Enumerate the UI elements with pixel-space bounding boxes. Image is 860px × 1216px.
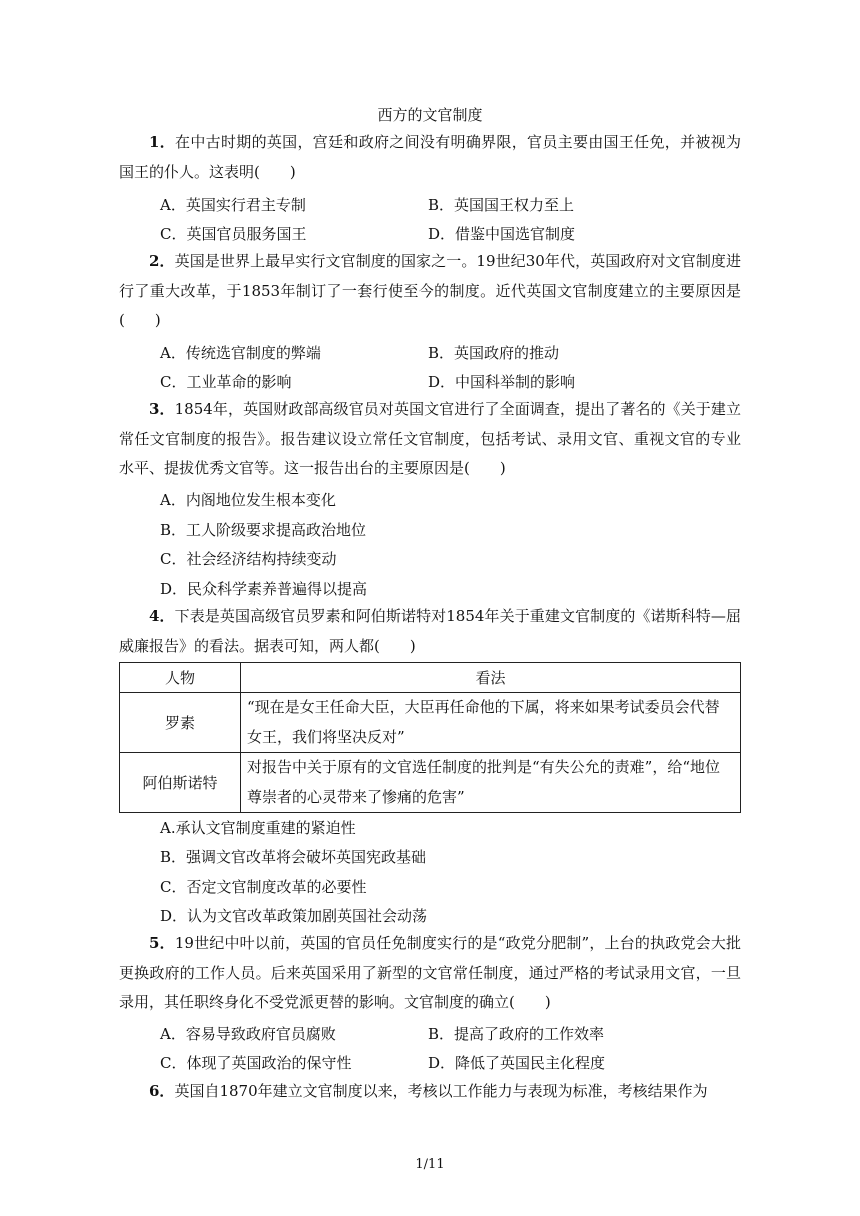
question-text: 在中古时期的英国，宫廷和政府之间没有明确界限，官员主要由国王任免，并被视为国王的仆人。这表明( ) [119, 133, 741, 181]
table-header: 人物 [120, 663, 241, 693]
question-number: 2． [149, 252, 175, 270]
option-a: A．传统选官制度的弊端 [160, 344, 321, 362]
table-header-row [120, 663, 741, 693]
table-cell-view: “现在是女王任命大臣，大臣再任命他的下属，将来如果考试委员会代替女王，我们将坚决反对” [241, 693, 741, 753]
option-c: C．体现了英国政治的保守性 [160, 1054, 352, 1072]
table-row [120, 693, 741, 753]
question-number: 6． [149, 1082, 175, 1100]
table-row [120, 753, 741, 813]
question-text: 英国是世界上最早实行文官制度的国家之一。19世纪30年代，英国政府对文官制度进行了重大改革，于1853年制订了一套行使至今的制度。近代英国文官制度建立的主要原因是( ) [119, 252, 741, 330]
option-d: D．降低了英国民主化程度 [428, 1054, 606, 1072]
question-6 [119, 1077, 741, 1107]
page-number: 1/11 [415, 1157, 445, 1172]
option-b: B．英国政府的推动 [428, 344, 560, 362]
opinion-table [119, 662, 741, 813]
table-cell-view: 对报告中关于原有的文官选任制度的批判是“有失公允的责难”，给“地位尊崇者的心灵带来了惨痛的危害” [241, 753, 741, 813]
option-d: D．借鉴中国选官制度 [428, 225, 576, 243]
table-cell-person: 罗素 [120, 693, 241, 753]
option-b: B．英国国王权力至上 [428, 196, 575, 214]
option-c: C．否定文官制度改革的必要性 [160, 878, 367, 896]
question-number: 5． [149, 934, 175, 952]
table-cell-person: 阿伯斯诺特 [120, 753, 241, 813]
question-text: 1854年，英国财政部高级官员对英国文官进行了全面调查，提出了著名的《关于建立常任文官制度的报告》。报告建议设立常任文官制度，包括考试、录用文官、重视文官的专业水平、提拔优秀文官等。这一报告出台的主要原因是( ) [119, 400, 741, 478]
question-4 [119, 602, 741, 661]
option-c: C．英国官员服务国王 [160, 225, 307, 243]
option-c: C．工业革命的影响 [160, 373, 292, 391]
option-b: B．提高了政府的工作效率 [428, 1025, 605, 1043]
option-b: B．工人阶级要求提高政治地位 [160, 521, 367, 539]
option-c: C．社会经济结构持续变动 [160, 550, 337, 568]
option-d: D．民众科学素养普遍得以提高 [160, 580, 368, 598]
question-1 [119, 128, 741, 187]
question-text: 19世纪中叶以前，英国的官员任免制度实行的是“政党分肥制”，上台的执政党会大批更换政府的工作人员。后来英国采用了新型的文官常任制度，通过严格的考试录用文官，一旦录用，其任职终身化不受党派更替的影响。文官制度的确立( ) [119, 934, 741, 1012]
option-a: A．内阁地位发生根本变化 [160, 491, 336, 509]
option-b: B．强调文官改革将会破坏英国宪政基础 [160, 848, 427, 866]
option-a: A.承认文官制度重建的紧迫性 [160, 819, 356, 837]
question-text: 下表是英国高级官员罗素和阿伯斯诺特对1854年关于重建文官制度的《诺斯科特—屈威廉报告》的看法。据表可知，两人都( ) [119, 607, 741, 655]
question-2 [119, 247, 741, 336]
page-title: 西方的文官制度 [377, 106, 483, 124]
question-number: 4． [149, 607, 175, 625]
option-a: A．英国实行君主专制 [160, 196, 306, 214]
question-number: 3． [149, 400, 175, 418]
table-header: 看法 [241, 663, 741, 693]
question-5 [119, 929, 741, 1018]
option-d: D．认为文官改革政策加剧英国社会动荡 [160, 907, 428, 925]
option-a: A．容易导致政府官员腐败 [160, 1025, 336, 1043]
question-text: 英国自1870年建立文官制度以来，考核以工作能力与表现为标准，考核结果作为 [174, 1082, 708, 1100]
question-number: 1． [149, 133, 176, 151]
option-d: D．中国科举制的影响 [428, 373, 576, 391]
question-3 [119, 395, 741, 484]
